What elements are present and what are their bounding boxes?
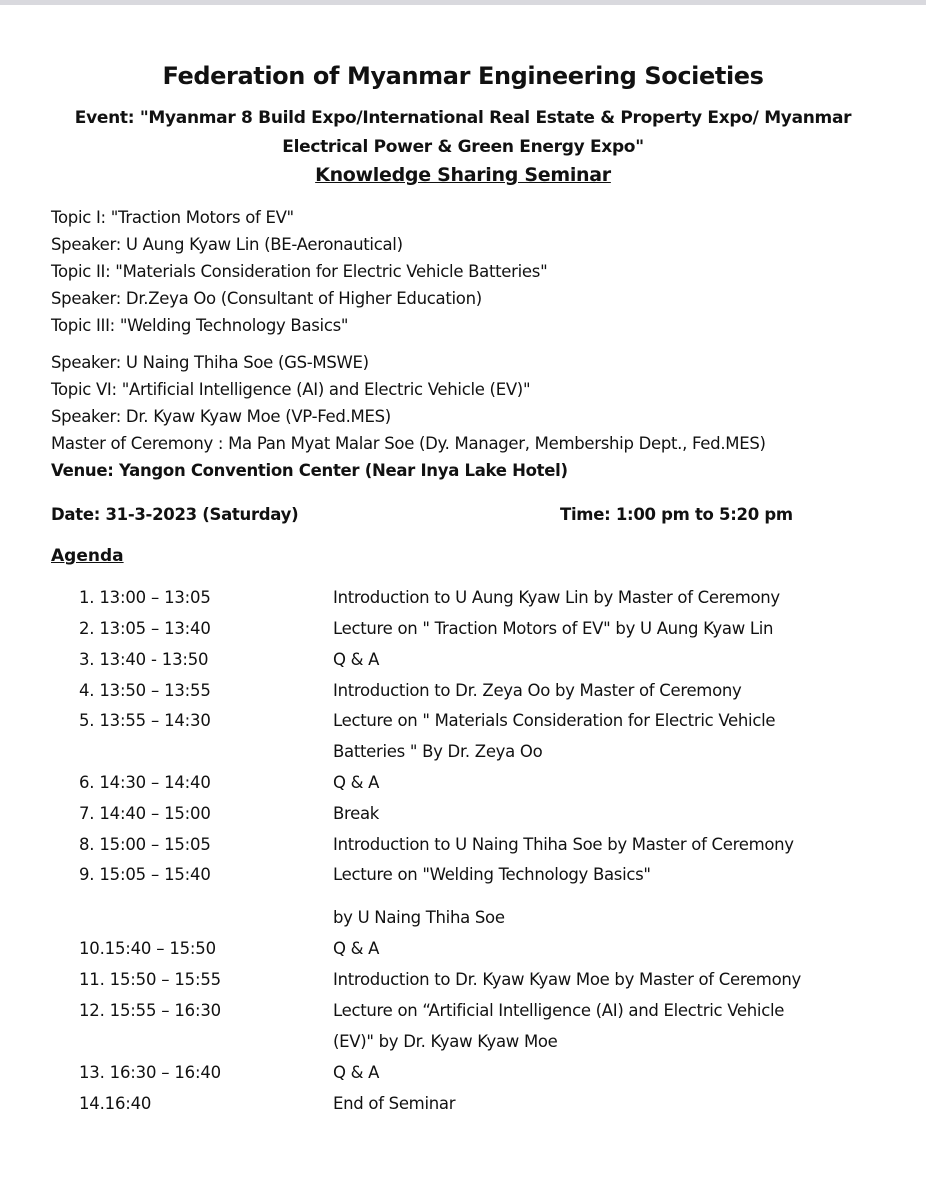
master-of-ceremony: Master of Ceremony : Ma Pan Myat Malar Soe (Dy. Manager, Membership Dept., Fed.MES) (51, 434, 766, 453)
seminar-title (0, 164, 926, 186)
agenda-time: 5. 13:55 – 14:30 (79, 711, 211, 730)
agenda-description-continued: (EV)" by Dr. Kyaw Kyaw Moe (333, 1032, 558, 1051)
agenda-time: 14.16:40 (79, 1094, 152, 1113)
speaker-3: Speaker: U Naing Thiha Soe (GS-MSWE) (51, 353, 369, 372)
agenda-description: Lecture on " Traction Motors of EV" by U Aung Kyaw Lin (333, 619, 774, 638)
agenda-time: 13. 16:30 – 16:40 (79, 1063, 221, 1082)
agenda-description-continued: by U Naing Thiha Soe (333, 908, 505, 927)
event-title-line-2: Electrical Power & Green Energy Expo" (282, 137, 644, 157)
organization-title: Federation of Myanmar Engineering Societies (162, 62, 764, 90)
event-date: Date: 31-3-2023 (Saturday) (51, 505, 299, 524)
topic-2: Topic II: "Materials Consideration for Electric Vehicle Batteries" (51, 262, 548, 281)
agenda-time: 9. 15:05 – 15:40 (79, 865, 211, 884)
agenda-time: 11. 15:50 – 15:55 (79, 970, 221, 989)
agenda-description: Introduction to Dr. Kyaw Kyaw Moe by Master of Ceremony (333, 970, 801, 989)
agenda-time: 10.15:40 – 15:50 (79, 939, 216, 958)
agenda-description: Q & A (333, 939, 380, 958)
agenda-time: 4. 13:50 – 13:55 (79, 681, 211, 700)
speaker-4: Speaker: Dr. Kyaw Kyaw Moe (VP-Fed.MES) (51, 407, 391, 426)
agenda-description: End of Seminar (333, 1094, 456, 1113)
event-title-line-1: Event: "Myanmar 8 Build Expo/International Real Estate & Property Expo/ Myanmar (74, 108, 852, 128)
agenda-description: Introduction to Dr. Zeya Oo by Master of Ceremony (333, 681, 742, 700)
agenda-description: Q & A (333, 650, 380, 669)
topic-1: Topic I: "Traction Motors of EV" (51, 208, 294, 227)
agenda-description-continued: Batteries " By Dr. Zeya Oo (333, 742, 543, 761)
agenda-time: 12. 15:55 – 16:30 (79, 1001, 221, 1020)
agenda-description: Lecture on "Welding Technology Basics" (333, 865, 651, 884)
seminar-title-text: Knowledge Sharing Seminar (315, 164, 611, 186)
agenda-time: 6. 14:30 – 14:40 (79, 773, 211, 792)
agenda-time: 1. 13:00 – 13:05 (79, 588, 211, 607)
agenda-description: Introduction to U Aung Kyaw Lin by Master of Ceremony (333, 588, 780, 607)
speaker-1: Speaker: U Aung Kyaw Lin (BE-Aeronautical) (51, 235, 403, 254)
agenda-time: 7. 14:40 – 15:00 (79, 804, 211, 823)
agenda-description: Q & A (333, 773, 380, 792)
agenda-description: Lecture on " Materials Consideration for Electric Vehicle (333, 711, 776, 730)
agenda-time: 2. 13:05 – 13:40 (79, 619, 211, 638)
venue: Venue: Yangon Convention Center (Near Inya Lake Hotel) (51, 461, 568, 480)
agenda-description: Break (333, 804, 380, 823)
agenda-description: Lecture on “Artificial Intelligence (AI) and Electric Vehicle (333, 1001, 785, 1020)
agenda-description: Q & A (333, 1063, 380, 1082)
agenda-heading: Agenda (51, 546, 124, 566)
topic-4: Topic VI: "Artificial Intelligence (AI) and Electric Vehicle (EV)" (51, 380, 531, 399)
agenda-time: 3. 13:40 - 13:50 (79, 650, 209, 669)
event-time: Time: 1:00 pm to 5:20 pm (560, 505, 793, 524)
topic-3: Topic III: "Welding Technology Basics" (51, 316, 349, 335)
agenda-description: Introduction to U Naing Thiha Soe by Master of Ceremony (333, 835, 794, 854)
event-title (60, 104, 866, 162)
agenda-time: 8. 15:00 – 15:05 (79, 835, 211, 854)
speaker-2: Speaker: Dr.Zeya Oo (Consultant of Higher Education) (51, 289, 482, 308)
